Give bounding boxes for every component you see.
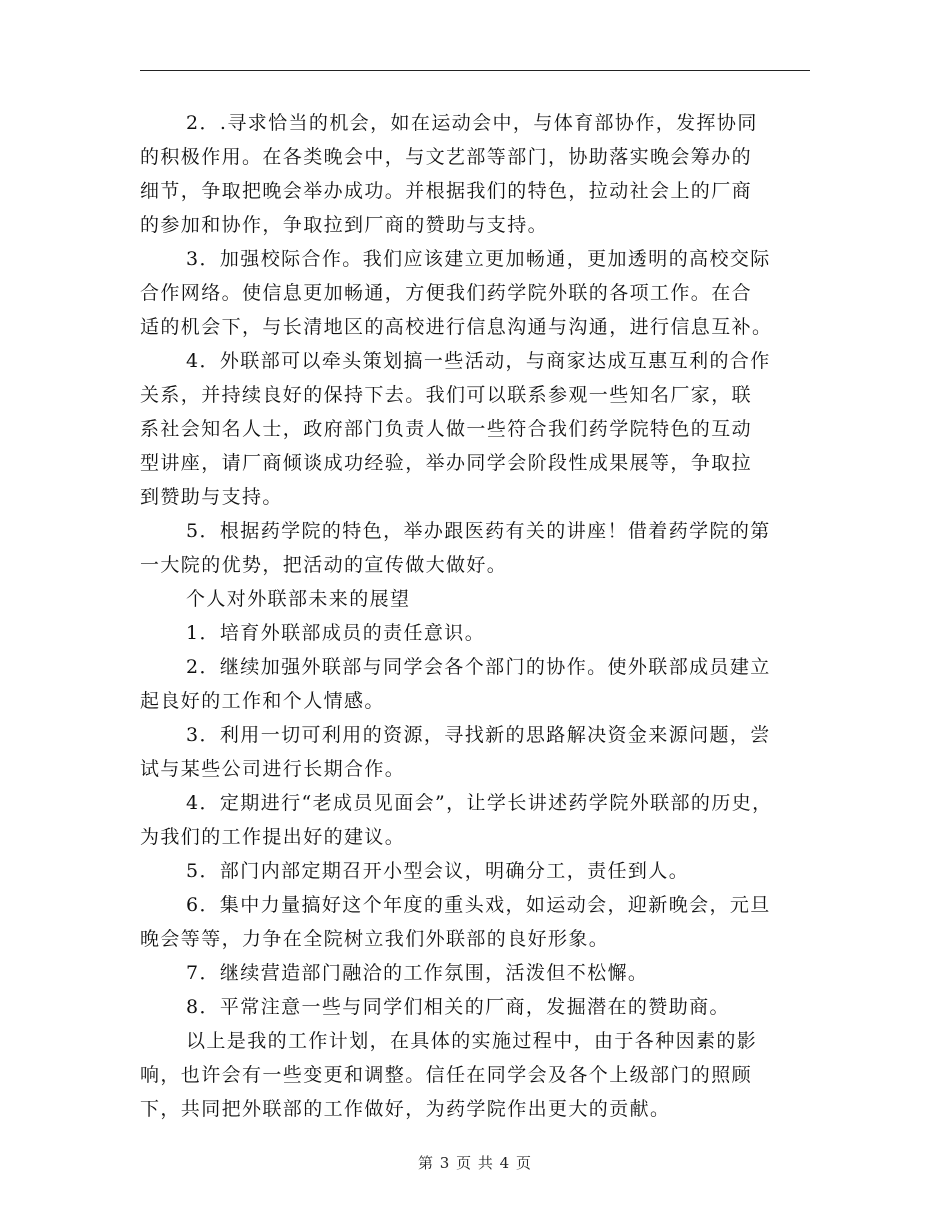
paragraph <box>140 106 816 242</box>
paragraph-line: 系社会知名人士，政府部门负责人做一些符合我们药学院特色的互动 <box>140 418 753 440</box>
paragraph-line: 个人对外联部未来的展望 <box>186 588 411 610</box>
document-body <box>140 106 816 1126</box>
paragraph-line: 4．定期进行“老成员见面会”，让学长讲述药学院外联部的历史， <box>186 792 773 814</box>
paragraph <box>140 718 816 786</box>
paragraph-line: 8．平常注意一些与同学们相关的厂商，发掘潜在的赞助商。 <box>186 996 730 1018</box>
paragraph-line: 2．.寻求恰当的机会，如在运动会中，与体育部协作，发挥协同 <box>186 112 758 134</box>
paragraph-line: 5．部门内部定期召开小型会议，明确分工，责任到人。 <box>186 860 690 882</box>
paragraph-line: 3．加强校际合作。我们应该建立更加畅通，更加透明的高校交际 <box>186 248 771 270</box>
paragraph <box>140 888 816 956</box>
paragraph-line: 的积极作用。在各类晚会中，与文艺部等部门，协助落实晚会筹办的 <box>140 146 753 168</box>
paragraph <box>140 990 816 1024</box>
paragraph-line: 的参加和协作，争取拉到厂商的赞助与支持。 <box>140 214 549 236</box>
paragraph <box>140 582 816 616</box>
paragraph <box>140 786 816 854</box>
paragraph-line: 合作网络。使信息更加畅通，方便我们药学院外联的各项工作。在合 <box>140 282 753 304</box>
paragraph-line: 4．外联部可以牵头策划搞一些活动，与商家达成互惠互利的合作 <box>186 350 771 372</box>
paragraph-line: 下，共同把外联部的工作做好，为药学院作出更大的贡献。 <box>140 1098 671 1120</box>
page-number-footer: 第 3 页 共 4 页 <box>418 1154 532 1172</box>
paragraph-line: 7．继续营造部门融洽的工作氛围，活泼但不松懈。 <box>186 962 649 984</box>
paragraph-line: 5．根据药学院的特色，举办跟医药有关的讲座！借着药学院的第 <box>186 520 771 542</box>
header-rule <box>140 70 810 71</box>
paragraph-line: 为我们的工作提出好的建议。 <box>140 826 406 848</box>
paragraph-line: 型讲座，请厂商倾谈成功经验，举办同学会阶段性成果展等，争取拉 <box>140 452 753 474</box>
paragraph <box>140 344 816 514</box>
paragraph <box>140 242 816 344</box>
paragraph-line: 细节，争取把晚会举办成功。并根据我们的特色，拉动社会上的厂商 <box>140 180 753 202</box>
paragraph-line: 试与某些公司进行长期合作。 <box>140 758 406 780</box>
paragraph-line: 晚会等等，力争在全院树立我们外联部的良好形象。 <box>140 928 610 950</box>
paragraph <box>140 854 816 888</box>
paragraph <box>140 514 816 582</box>
paragraph-line: 2．继续加强外联部与同学会各个部门的协作。使外联部成员建立 <box>186 656 771 678</box>
paragraph <box>140 650 816 718</box>
paragraph <box>140 616 816 650</box>
paragraph-line: 6．集中力量搞好这个年度的重头戏，如运动会，迎新晚会，元旦 <box>186 894 771 916</box>
paragraph-line: 适的机会下，与长清地区的高校进行信息沟通与沟通，进行信息互补。 <box>140 316 773 338</box>
paragraph-line: 到赞助与支持。 <box>140 486 283 508</box>
paragraph-line: 以上是我的工作计划，在具体的实施过程中，由于各种因素的影 <box>186 1030 758 1052</box>
paragraph-line: 关系，并持续良好的保持下去。我们可以联系参观一些知名厂家，联 <box>140 384 753 406</box>
paragraph-line: 1．培育外联部成员的责任意识。 <box>186 622 486 644</box>
paragraph <box>140 1024 816 1126</box>
paragraph-line: 3．利用一切可利用的资源，寻找新的思路解决资金来源问题，尝 <box>186 724 771 746</box>
paragraph-line: 响，也许会有一些变更和调整。信任在同学会及各个上级部门的照顾 <box>140 1064 753 1086</box>
paragraph-line: 起良好的工作和个人情感。 <box>140 690 385 712</box>
paragraph-line: 一大院的优势，把活动的宣传做大做好。 <box>140 554 508 576</box>
paragraph <box>140 956 816 990</box>
